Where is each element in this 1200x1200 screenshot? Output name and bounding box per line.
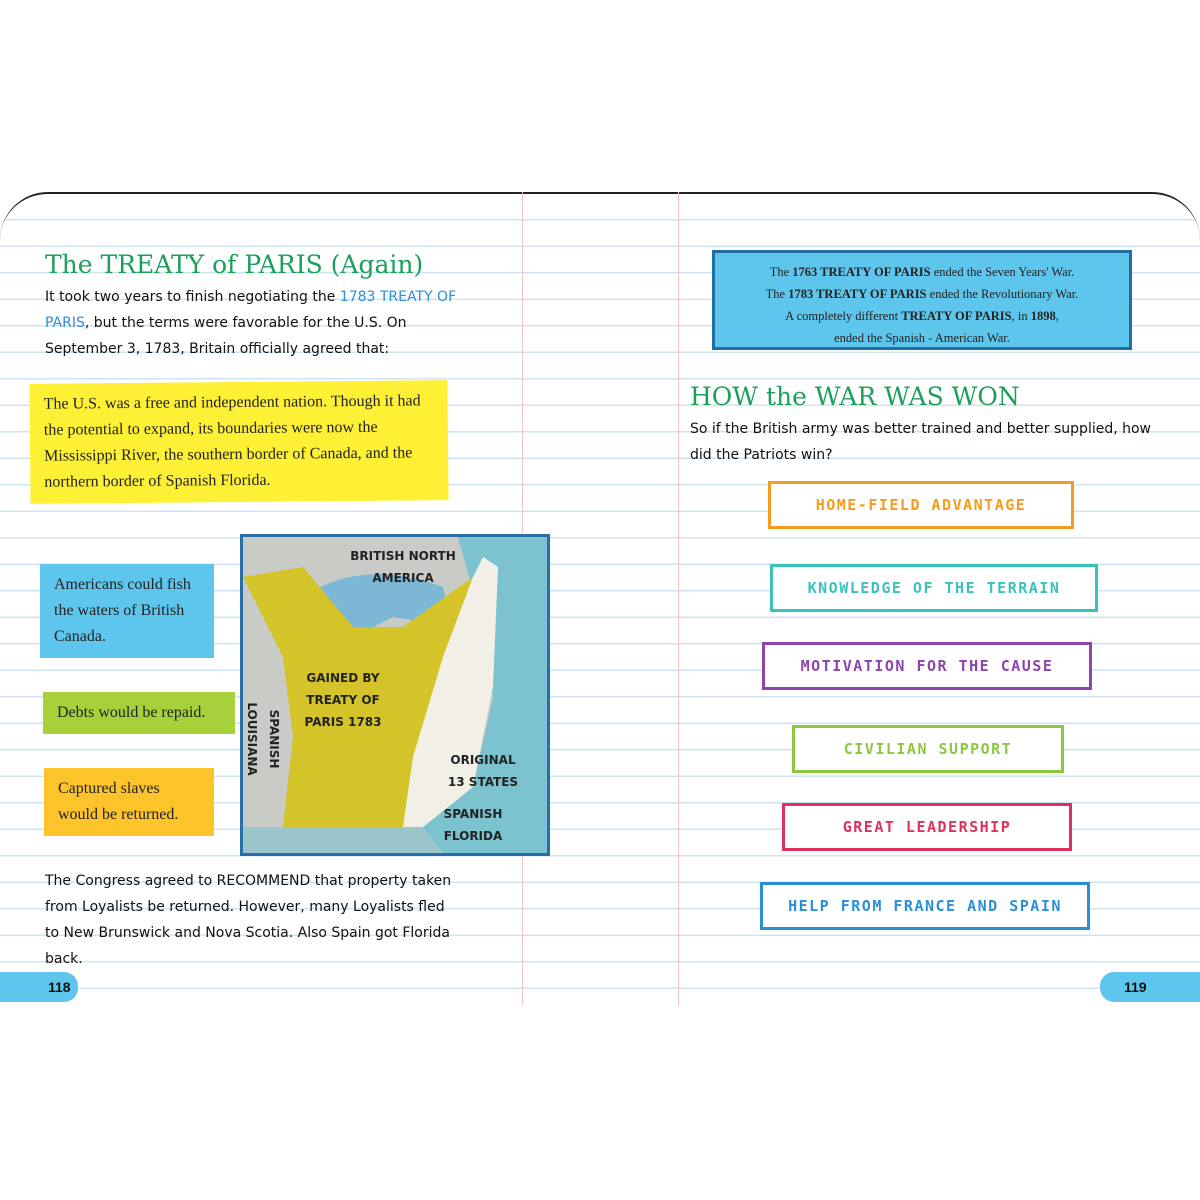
section-title: HOW the WAR WAS WON [690, 382, 1020, 411]
question-text: So if the British army was better trained and better supplied, how did the Patriots win? [690, 421, 1152, 463]
reason-motivation: MOTIVATION FOR THE CAUSE [762, 642, 1092, 690]
note-slaves: Captured slaves would be returned. [44, 768, 214, 836]
note-debts: Debts would be repaid. [43, 692, 235, 734]
margin-line [678, 192, 679, 1006]
page-number: 119 [1100, 972, 1200, 1002]
fact-line: A completely different TREATY OF PARIS, in 1898, [785, 309, 1059, 323]
closing-text: The Congress agreed to RECOMMEND that property taken from Loyalists be returned. However, many Loyalists fled to New Brunswick and Nova Scotia. Also Spain got Florida back. [45, 873, 452, 967]
page-number: 118 [0, 972, 78, 1002]
map-1783 [240, 534, 550, 856]
fact-line: The 1763 TREATY OF PARIS ended the Seven Years' War. [769, 265, 1075, 279]
reason-leadership: GREAT LEADERSHIP [782, 803, 1072, 851]
note-fishing: Americans could fish the waters of British Canada. [40, 564, 214, 658]
note-independence: The U.S. was a free and independent nation. Though it had the potential to expand, its boundaries were now the Mississippi River, the southern border of Canada, and the northern border of Spanish Florida. [29, 380, 448, 504]
reason-terrain: KNOWLEDGE OF THE TERRAIN [770, 564, 1098, 612]
fact-line: The 1783 TREATY OF PARIS ended the Revolutionary War. [765, 287, 1079, 301]
reason-civilian-support: CIVILIAN SUPPORT [792, 725, 1064, 773]
map-label-spanish-florida: SPANISH FLORIDA [443, 807, 503, 843]
page-title: The TREATY of PARIS (Again) [45, 250, 424, 279]
map-label-british-north-america: BRITISH NORTH AMERICA [350, 549, 456, 585]
map-label-gained: GAINED BY TREATY OF PARIS 1783 [304, 671, 382, 729]
fact-box [712, 250, 1132, 350]
fact-line: ended the Spanish - American War. [834, 331, 1010, 345]
reason-france-spain: HELP FROM FRANCE AND SPAIN [760, 882, 1090, 930]
map-label-spanish-louisiana: SPANISH LOUISIANA [245, 702, 281, 776]
intro-text: It took two years to finish negotiating the 1783 TREATY OF PARIS, but the terms were favorable for the U.S. On September 3, 1783, Britain officially agreed that: [45, 289, 457, 357]
map-label-original-states: ORIGINAL 13 STATES [447, 753, 519, 789]
reason-home-field: HOME-FIELD ADVANTAGE [768, 481, 1074, 529]
